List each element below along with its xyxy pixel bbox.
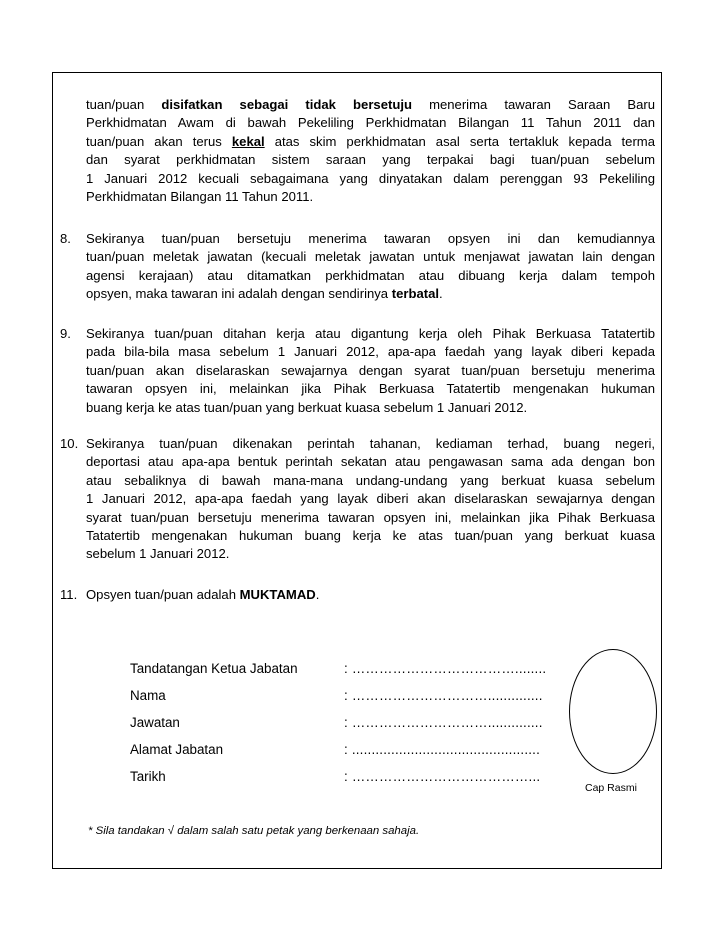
paragraph-line: [86, 267, 655, 285]
paragraph-line: [86, 151, 655, 169]
text-run: dan syarat perkhidmatan sistem saraan yang terpakai bagi tuan/puan sebelum: [86, 152, 655, 168]
field-dotted-line: : …………………………..............: [344, 715, 543, 730]
bold-text-run: MUKTAMAD: [239, 587, 316, 602]
paragraph-9: [57, 325, 655, 417]
field-dotted-line: : …………………………..............: [344, 688, 543, 703]
paragraph-body: [86, 325, 655, 417]
paragraph-line: [86, 472, 655, 490]
paragraph-line: [86, 399, 655, 417]
bold-text-run: terbatal: [391, 286, 440, 302]
text-run: .: [315, 587, 320, 602]
paragraph-line: [86, 586, 655, 604]
text-run: tawaran opsyen ini, melainkan jika Pihak Berkuasa Tatatertib mengenakan hukuman: [86, 381, 655, 397]
text-run: Sekiranya tuan/puan dikenakan perintah tahanan, kediaman terhad, buang negeri,: [86, 436, 655, 451]
text-run: Sekiranya tuan/puan bersetuju menerima tawaran opsyen ini dan kemudiannya: [86, 231, 655, 246]
paragraph-11: [57, 586, 655, 604]
paragraph-line: [86, 285, 655, 303]
text-run: tuan/puan: [86, 97, 162, 112]
text-run: atas skim perkhidmatan asal serta tertakluk kepada terma: [264, 133, 656, 149]
text-run: syarat tuan/puan bersetuju menerima tawaran opsyen ini, melainkan jika Pihak Berkuasa: [86, 509, 655, 525]
text-run: Opsyen tuan/puan adalah: [86, 587, 240, 602]
text-run: Sekiranya tuan/puan ditahan kerja atau digantung kerja oleh Pihak Berkuasa Tatatertib: [86, 326, 655, 341]
field-label: Tarikh: [130, 769, 166, 784]
paragraph-line: [86, 527, 655, 545]
text-run: Perkhidmatan Bilangan 11 Tahun 2011.: [86, 189, 314, 205]
paragraph-8: [57, 230, 655, 304]
text-run: sebelum 1 Januari 2012.: [86, 546, 230, 562]
text-run: 1 Januari 2012 kecuali sebagaimana yang dinyatakan dalam perenggan 93 Pekeliling: [86, 170, 655, 186]
paragraph-number: 9.: [60, 326, 71, 341]
footnote: * Sila tandakan √ dalam salah satu petak yang berkenaan sahaja.: [88, 825, 420, 837]
field-dotted-line: : ................................................: [344, 742, 541, 757]
paragraph-body: [86, 435, 655, 564]
paragraph-line: [86, 133, 655, 151]
field-label: Alamat Jabatan: [130, 742, 224, 757]
paragraph-line: [86, 343, 655, 361]
paragraph-line: [86, 170, 655, 188]
text-run: Perkhidmatan Awam di bawah Pekeliling Perkhidmatan Bilangan 11 Tahun 2011 dan: [86, 115, 655, 131]
field-label: Tandatangan Ketua Jabatan: [130, 661, 298, 676]
paragraph-number: 11.: [60, 587, 78, 602]
paragraph-line: [86, 545, 655, 563]
paragraph-line: [86, 435, 655, 453]
text-run: tuan/puan akan terus: [86, 133, 232, 149]
text-run: 1 Januari 2012, apa-apa faedah yang layak diberi akan diselaraskan sewajarnya dengan: [86, 491, 655, 507]
text-run: tuan/puan akan diselaraskan sewajarnya dengan syarat tuan/puan bersetuju menerima: [86, 362, 655, 378]
paragraph-line: [86, 380, 655, 398]
paragraph-body: [86, 230, 655, 304]
text-run: opsyen, maka tawaran ini adalah dengan sendirinya: [86, 286, 392, 302]
paragraph-line: [86, 248, 655, 266]
text-run: atau sebaliknya di bawah mana-mana undang-undang yang berkuat kuasa sebelum: [86, 472, 655, 488]
field-dotted-line: : ………………………………........: [344, 661, 547, 676]
text-run: menerima tawaran Saraan Baru: [411, 97, 655, 112]
paragraph-body: [86, 586, 655, 604]
paragraph-number: 8.: [60, 231, 71, 246]
field-label: Jawatan: [130, 715, 180, 730]
text-run: pada bila-bila masa sebelum 1 Januari 2012, apa-apa faedah yang layak diberi kepada: [86, 344, 655, 360]
text-run: agensi kerajaan) atau ditamatkan perkhidmatan atau dibuang kerja dalam tempoh: [86, 267, 655, 283]
paragraph-line: [86, 490, 655, 508]
field-label: Nama: [130, 688, 166, 703]
text-run: Tatatertib mengenakan hukuman buang kerja ke atas tuan/puan yang berkuat kuasa: [86, 528, 655, 544]
paragraph-7-continuation: [57, 96, 655, 206]
bold-text-run: disifatkan sebagai tidak bersetuju: [161, 97, 412, 112]
paragraph-line: [86, 96, 655, 114]
paragraph-body: [86, 96, 655, 206]
paragraph-number: 10.: [60, 436, 79, 451]
paragraph-line: [86, 325, 655, 343]
text-run: tuan/puan meletak jawatan (kecuali meletak jawatan untuk menjawat jawatan lain dengan: [86, 249, 655, 265]
text-run: deportasi atau apa-apa bentuk perintah sekatan atau pengawasan sama ada dengan bon: [86, 454, 655, 470]
paragraph-10: [57, 435, 655, 564]
text-run: buang kerja ke atas tuan/puan yang berkuat kuasa sebelum 1 Januari 2012.: [86, 399, 528, 415]
paragraph-line: [86, 509, 655, 527]
paragraph-line: [86, 114, 655, 132]
paragraph-line: [86, 188, 655, 206]
official-stamp-label: Cap Rasmi: [585, 782, 637, 794]
bold-underlined-text-run: kekal: [231, 133, 265, 149]
paragraph-line: [86, 362, 655, 380]
text-run: .: [439, 286, 443, 302]
paragraph-line: [86, 230, 655, 248]
official-stamp-circle: [569, 649, 657, 774]
paragraph-line: [86, 453, 655, 471]
field-dotted-line: : …………………………………...: [344, 769, 541, 784]
